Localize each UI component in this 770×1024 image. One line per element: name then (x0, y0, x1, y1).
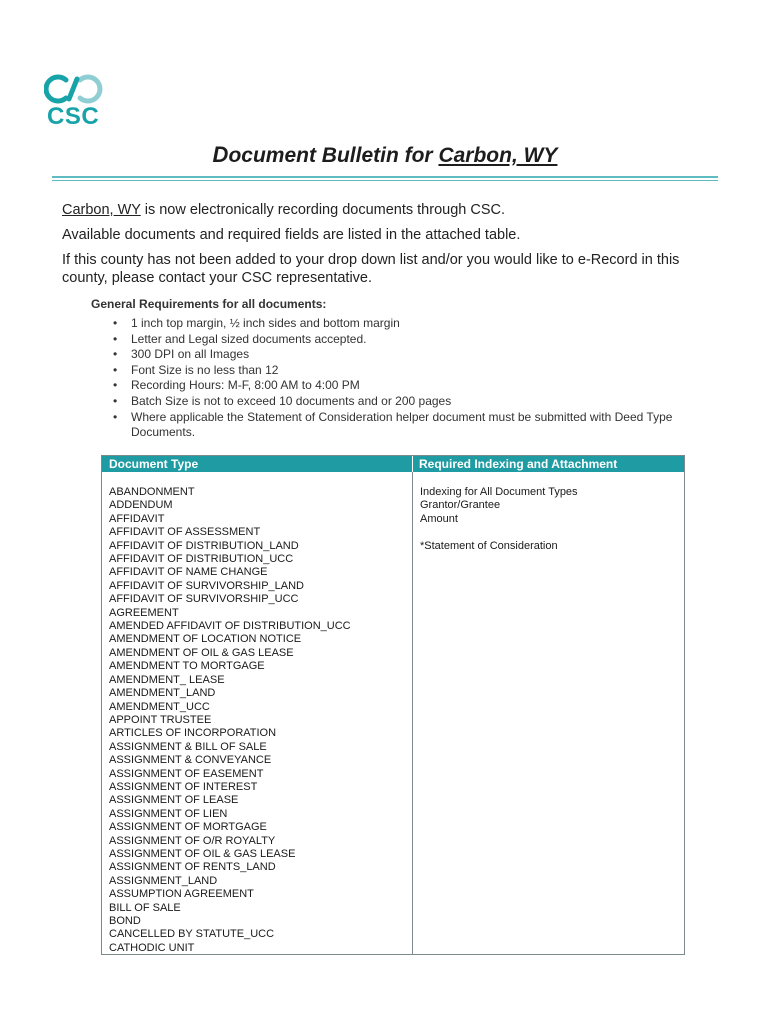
csc-logo-text: CSC (47, 103, 100, 130)
requirements-list (111, 316, 711, 441)
document-type-item: ASSIGNMENT OF MORTGAGE (109, 821, 267, 834)
document-type-item: ASSIGNMENT OF LIEN (109, 807, 228, 820)
requirement-item: • Letter and Legal sized documents accepted. (111, 332, 711, 348)
document-type-item: AFFIDAVIT OF SURVIVORSHIP_UCC (109, 593, 299, 606)
document-type-item: AFFIDAVIT OF SURVIVORSHIP_LAND (109, 579, 304, 592)
requirement-item: • Where applicable the Statement of Consideration helper document must be submitted with Deed Type Documents. (111, 410, 711, 441)
title-rule-bottom (52, 180, 718, 181)
document-type-item: ABANDONMENT (109, 486, 195, 498)
document-type-item: ASSIGNMENT OF LEASE (109, 794, 239, 807)
document-type-list (109, 486, 412, 955)
document-type-item: BOND (109, 915, 141, 927)
indexing-item: Grantor/Grantee (420, 499, 501, 512)
col-header-required-indexing: Required Indexing and Attachment (419, 457, 618, 471)
attachment-item: *Statement of Consideration (420, 539, 558, 552)
document-type-item: ARTICLES OF INCORPORATION (109, 727, 277, 740)
document-type-item: AMENDMENT OF LOCATION NOTICE (109, 633, 302, 646)
document-type-item: AMENDMENT TO MORTGAGE (109, 660, 265, 673)
required-indexing-cell (413, 472, 684, 954)
document-type-item: APPOINT TRUSTEE (109, 713, 212, 726)
document-type-item: AMENDMENT_UCC (109, 700, 210, 713)
document-type-item: AFFIDAVIT OF DISTRIBUTION_UCC (109, 553, 294, 566)
document-type-item: ASSIGNMENT_LAND (109, 874, 218, 887)
document-type-item: CATHODIC UNIT (109, 941, 195, 954)
document-type-item: AMENDMENT OF OIL & GAS LEASE (109, 646, 294, 659)
document-type-item: ASSIGNMENT & BILL OF SALE (109, 740, 267, 753)
document-table (101, 455, 685, 955)
document-type-item: AGREEMENT (109, 606, 179, 619)
intro-line-1-rest: is now electronically recording documents through CSC. (140, 202, 506, 218)
requirements-title: General Requirements for all documents: (91, 297, 327, 311)
requirement-item: • Recording Hours: M-F, 8:00 AM to 4:00 PM (111, 378, 711, 394)
document-type-item: AMENDMENT_LAND (109, 687, 216, 700)
document-type-cell (102, 472, 413, 954)
document-type-item: ASSIGNMENT OF OIL & GAS LEASE (109, 847, 296, 860)
requirement-item: • Font Size is no less than 12 (111, 363, 711, 379)
document-type-item: AFFIDAVIT OF DISTRIBUTION_LAND (109, 539, 299, 552)
page-title (0, 142, 770, 168)
intro-line-1 (62, 201, 722, 219)
requirement-item: • 1 inch top margin, ½ inch sides and bottom margin (111, 316, 711, 332)
document-type-item: ASSIGNMENT OF EASEMENT (109, 767, 264, 780)
requirement-item: • 300 DPI on all Images (111, 347, 711, 363)
col-header-document-type: Document Type (102, 456, 413, 472)
document-type-item: ASSIGNMENT & CONVEYANCE (109, 754, 272, 767)
indexing-item: Indexing for All Document Types (420, 486, 578, 498)
title-first-letter: D (212, 142, 229, 167)
intro-county: Carbon, WY (62, 202, 141, 218)
title-rule-top (52, 176, 718, 178)
indexing-item: Amount (420, 512, 458, 525)
document-type-item: ADDENDUM (109, 499, 173, 512)
document-type-item: ASSUMPTION AGREEMENT (109, 888, 254, 901)
indexing-list (420, 486, 684, 553)
document-type-item: AFFIDAVIT OF ASSESSMENT (109, 526, 261, 539)
document-type-item: ASSIGNMENT OF RENTS_LAND (109, 861, 276, 874)
document-type-item: ASSIGNMENT OF INTEREST (109, 780, 258, 793)
document-type-item: AMENDMENT_ LEASE (109, 673, 225, 686)
requirement-item: • Batch Size is not to exceed 10 documents and or 200 pages (111, 394, 711, 410)
table-header (102, 456, 684, 472)
document-type-item: BILL OF SALE (109, 901, 181, 914)
title-county: Carbon, WY (438, 144, 558, 167)
document-type-item: AFFIDAVIT OF NAME CHANGE (109, 566, 268, 579)
intro-line-2: Available documents and required fields are listed in the attached table. (62, 227, 521, 243)
title-prefix: ocument Bulletin for (228, 144, 439, 167)
intro-section (62, 201, 722, 294)
intro-line-3: If this county has not been added to your drop down list and/or you would like to e-Record in this county, please contact your CSC representative. (62, 252, 680, 286)
document-type-item: AFFIDAVIT (109, 512, 165, 525)
document-type-item: AMENDED AFFIDAVIT OF DISTRIBUTION_UCC (109, 620, 351, 633)
document-type-item: CANCELLED BY STATUTE_UCC (109, 928, 275, 941)
table-body (102, 472, 684, 954)
document-type-item: ASSIGNMENT OF O/R ROYALTY (109, 834, 276, 847)
